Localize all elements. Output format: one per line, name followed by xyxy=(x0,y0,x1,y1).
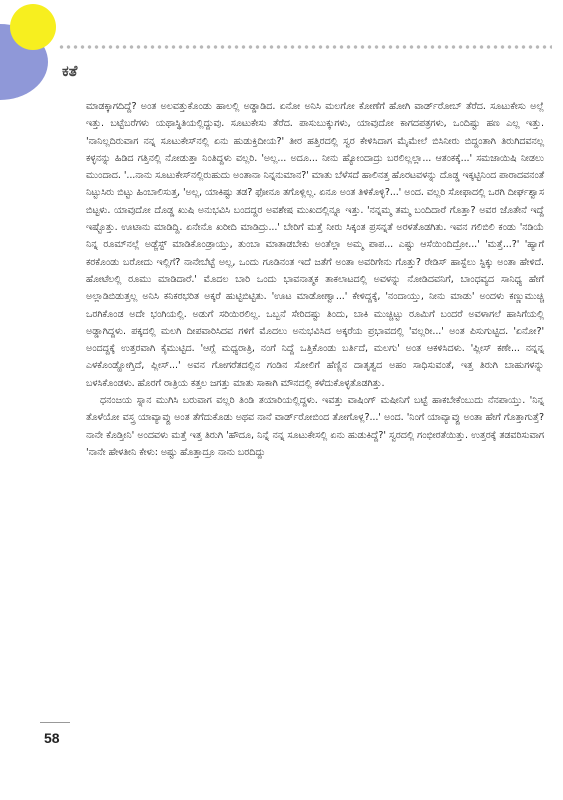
article-paragraph: ಧನಂಜಯ ಸ್ನಾನ ಮುಗಿಸಿ ಬರುವಾಗ ವಲ್ಲರಿ ತಿಂಡಿ ತಯಾರಿಯಲ್ಲಿದ್ದಳು. ಇವತ್ತು ವಾಷಿಂಗ್ ಮಷೀನಿಗೆ ಬಟ್ಟೆ ಹಾಕಬೇಕೆಂಬುದು ನೆನಪಾಯ್ತು. 'ನಿನ್ನ ತೊಳೆಯೋ ವಸ್ತ್ರ ಯಾವ್ಯಾವ್ದು ಅಂತ ತೆಗೆದುಕೊಡು ಅಥವ ನಾನೆ ವಾರ್ಡ್‌ರೋಬಿಂದ ತೋಗೊಳ್ಲ?...' ಅಂದ. 'ನಿಂಗೆ ಯಾವ್ಯಾವ್ದು ಅಂತಾ ಹೇಗೆ ಗೊತ್ತಾಗುತ್ತೆ? ನಾನೇ ಕೊಡ್ತೀನಿ' ಅಂದವಳು ಮತ್ತೆ ಇತ್ತ ತಿರುಗಿ 'ಹೌದೂ, ನಿನ್ನೆ ನನ್ನ ಸೂಟುಕೇಸಲ್ಲಿ ಏನು ಹುಡುಕಿದ್ದೆ?' ಸ್ವರದಲ್ಲಿ ಗಂಭೀರತೆಯಿತ್ತು. ಉತ್ತರಕ್ಕೆ ತಡವರಿಸುವಾಗ 'ನಾನೇ ಹೇಳತೀನಿ ಕೇಳು: ಅಷ್ಟು ಹೊತ್ತಾದ್ರೂ ನಾನು ಬರದಿದ್ದು xyxy=(86,395,544,458)
page-number-rule xyxy=(40,722,70,723)
article-paragraph: ಮಾಡಕ್ಕಾಗದಿದ್ದೆ? ಅಂತ ಅಲವತ್ತುಕೊಂಡು ಹಾಲಲ್ಲಿ ಅಡ್ಡಾಡಿದ. ಏನೋ ಅನಿಸಿ ಮಲಗೋ ಕೋಣೆಗೆ ಹೋಗಿ ವಾರ್ಡ್‌ರೋಬ್ ತೆರೆದ. ಸೂಟುಕೇಸು ಅಲ್ಲೆ ಇತ್ತು. ಬಟ್ಟೆಬರೆಗಳು ಯಥಾಸ್ಥಿತಿಯಲ್ಲಿದ್ದುವು. ಸೂಟುಕೇಸು ತೆರೆದ. ಪಾಸುಬುಕ್ಕುಗಳು, ಯಾವುದೋ ಕಾಗದಪತ್ರಗಳು, ಒಂದಿಷ್ಟು ಹಣ ಎಲ್ಲ ಇತ್ತು. 'ನಾನಿಲ್ಲದಿರುವಾಗ ನನ್ನ ಸೂಟುಕೇಸ್‌ನಲ್ಲಿ ಏನು ಹುಡುಕ್ತಿದೀಯ?' ತೀರ ಹತ್ತಿರದಲ್ಲಿ ಸ್ವರ ಕೇಳಿಸಿದಾಗ ಮೈಮೇಲೆ ಬಿಸಿನೀರು ಬಿದ್ದಂತಾಗಿ ತಿರುಗಿದವನಲ್ಲ ಕಳ್ಳನನ್ನು ಹಿಡಿದ ಗತ್ತಿನಲ್ಲಿ ನೋಡುತ್ತಾ ನಿಂತಿದ್ದಳು ವಲ್ಲರಿ. 'ಅಲ್ಲ... ಅದೂ... ನೀನು ಹ್ಯೋಂದಾದ್ರು ಬರಲಿಲ್ಲಲ್ಲಾ... ಆತಂಕಕ್ಕೆ...' ಸಮಜಾಯಿಷಿ ನೀಡಲು ಮುಂದಾದ. '...ನಾನು ಸೂಟುಕೇಸ್‌ನಲ್ಲಿರುಹುದು ಅಂತಾನಾ ನಿನ್ನನುಮಾನ?' ಮಾತು ಬೆಳೆಸದೆ ಹಾಲಿನತ್ತ ಹೊರಟವಳನ್ನು ದೊಡ್ಡ ಇಕ್ಕಟ್ಟಿನಿಂದ ಪಾರಾದವನಂತೆ ನಿಟ್ಟುಸಿರು ಬಿಟ್ಟು ಹಿಂಬಾಲಿಸುತ್ತ, 'ಅಲ್ಲ, ಯಾಕಿಷ್ಟು ತಡ? ಫೋನೂ ತಗೊಳ್ಲಿಲ್ಲ. ಏನೂ ಅಂತ ತಿಳಿಕೊಳ್ಳಿ?...' ಅಂದ. ವಲ್ಲರಿ ಸೋಫಾದಲ್ಲಿ ಒರಗಿ ದೀರ್ಘಶ್ವಾಸ ಬಿಟ್ಟಳು. ಯಾವುದೋ ದೊಡ್ಡ ಖುಷಿ ಅನುಭವಿಸಿ ಬಂದದ್ದರ ಅವಶೇಷ ಮುಖದಲ್ಲಿನ್ನೂ ಇತ್ತು. 'ನನ್ನಮ್ಮ ತಮ್ಮ ಬಂದಿದಾರೆ ಗೊತ್ತಾ? ಅವರ ಜೊತೇನೆ ಇದ್ದೆ ಇಷ್ಟೊತ್ತು. ಊಟಾನು ಮಾಡಿದ್ದಿ. ಏನೇನೊ ಖರೀದಿ ಮಾಡಿದ್ರು...' ಬೇರಿಗೆ ಮತ್ತೆ ನೀರು ಸಿಕ್ಕಂತ ಪ್ರಸನ್ನತೆ ಅರಳತೊಡಗಿತು. ಇವನ ಗಲಿಬಿಲಿ ಕಂಡು 'ನಡಿಯೆ ನಿನ್ನ ರೂಮ್‌ನಲ್ಲೆ ಅಡ್ಜೆಸ್ಟ್ ಮಾಡಿಕೊಂಡ್ರಾಯ್ತು, ತುಂಬಾ ಮಾತಾಡಬೇಕು ಅಂತೆಲ್ಲಾ ಅಮ್ಮ ಪಾಪ... ಎಷ್ಟು ಆಸೆಯಿಂದಿದ್ರೋ...' 'ಮತ್ತೆ...?' 'ಹ್ಯಾಗೆ ಕರಕೊಂಡು ಬರೋದು ಇಲ್ಲಿಗೆ? ನಾನೇಬೆಟ್ಟೆ ಅಲ್ಲ, ಒಂದು ಗೂಡಿನಂತ ಇದೆ ಜತೆಗೆ ಅಂತಾ ಅವರಿಗೇನು ಗೊತ್ತು? ರೇಡಿಸ್ ಹಾಸ್ಟೆಲು ಸ್ಟಿಕ್ಕು ಅಂತಾ ಹೇಳಿದೆ. ಹೋಟೆಲಲ್ಲಿ ರೂಮು ಮಾಡಿದಾರೆ.' ಮೊದಲ ಬಾರಿ ಒಂದು ಭಾವನಾತ್ಮಕ ತಾಕಲಾಟದಲ್ಲಿ ಅವಳನ್ನು ನೋಡಿದವನಿಗೆ, ಬಾಂಧವ್ಯದ ಸಾನಿಧ್ಯ ಹೇಗೆ ಅಲ್ಲಾಡಿಬಿಡುತ್ತಲ್ಲ ಅನಿಸಿ ಕನಿಕರಭರಿತ ಅಕ್ಕರೆ ಹುಟ್ಟಿಬಿಟ್ಟಿತು. 'ಊಟ ಮಾಡೋಣ್ವಾ...' ಕೇಳಿದ್ದಕ್ಕೆ, 'ನಂದಾಯ್ತು, ನೀನು ಮಾಡು' ಅಂದಳು ಕಣ್ಣುಮುಚ್ಚಿ ಒರಗಿಕೊಂಡ ಅದೇ ಭಂಗಿಯಲ್ಲಿ. ಅಡುಗೆ ಸರಿಯಿರಲಿಲ್ಲ. ಒಬ್ಬನೆ ಸೇರಿದಷ್ಟು ತಿಂದು, ಬಾಕಿ ಮುಚ್ಚಿಟ್ಟು ರೂಮಿಗೆ ಬಂದರೆ ಅವಳಾಗಲೆ ಹಾಸಿಗೆಯಲ್ಲಿ ಅಡ್ಡಾಗಿದ್ದಳು. ಪಕ್ಕದಲ್ಲಿ ಮಲಗಿ ದೀಪವಾರಿಸಿದವ ಗಳಿಗೆ ಮೊದಲು ಅನುಭವಿಸಿದ ಅಕ್ಕರೆಯ ಪ್ರಭಾವದಲ್ಲಿ 'ವಲ್ಲರೀ...' ಅಂತ ಪಿಸುಗುಟ್ಟಿದ. 'ಏನೋ?' ಅಂದದ್ದಕ್ಕೆ ಉತ್ತರವಾಗಿ ಕೈಮುಟ್ಟಿದ. 'ಆಗ್ಲೆ ಮಧ್ಯರಾತ್ರಿ, ನಂಗೆ ನಿದ್ದೆ ಒತ್ತಿಕೊಂಡು ಬರ್ತಿದೆ, ಮಲಗು' ಅಂತ ಆಕಳಿಸಿದಳು. 'ಪ್ಲೀಸ್ ಕಣೇ... ನನ್ನನ್ನ ಎಳಕೊಂಡ್ಹೋಗ್ತಿದೆ, ಪ್ಲೀಸ್...' ಅವನ ಗೋಗರೆತದಲ್ಲಿನ ಗಂಡಿನ ಸೋಲಿಗೆ ಹೆಣ್ಣಿನ ದಾತೃತ್ವದ ಅಹಂ ಸಾಧಿಸುವಂತೆ, ಇತ್ತ ತಿರುಗಿ ಬಾಹುಗಳನ್ನು ಬಳಸಿಕೊಂಡಳು. ಹೊರಗೆ ರಾತ್ರಿಯ ಕತ್ತಲ ಜಗತ್ತು ಮಾತು ಸಾಕಾಗಿ ಮೌನದಲ್ಲಿ ಕಳೆದುಕೊಳ್ಳತೊಡಗಿತ್ತು. xyxy=(86,101,544,389)
decorative-yellow-circle xyxy=(10,4,56,50)
dotted-header-rule xyxy=(58,44,552,50)
section-label: ಕತೆ xyxy=(62,62,78,80)
article-body xyxy=(86,98,544,461)
page-number: 58 xyxy=(44,730,60,746)
